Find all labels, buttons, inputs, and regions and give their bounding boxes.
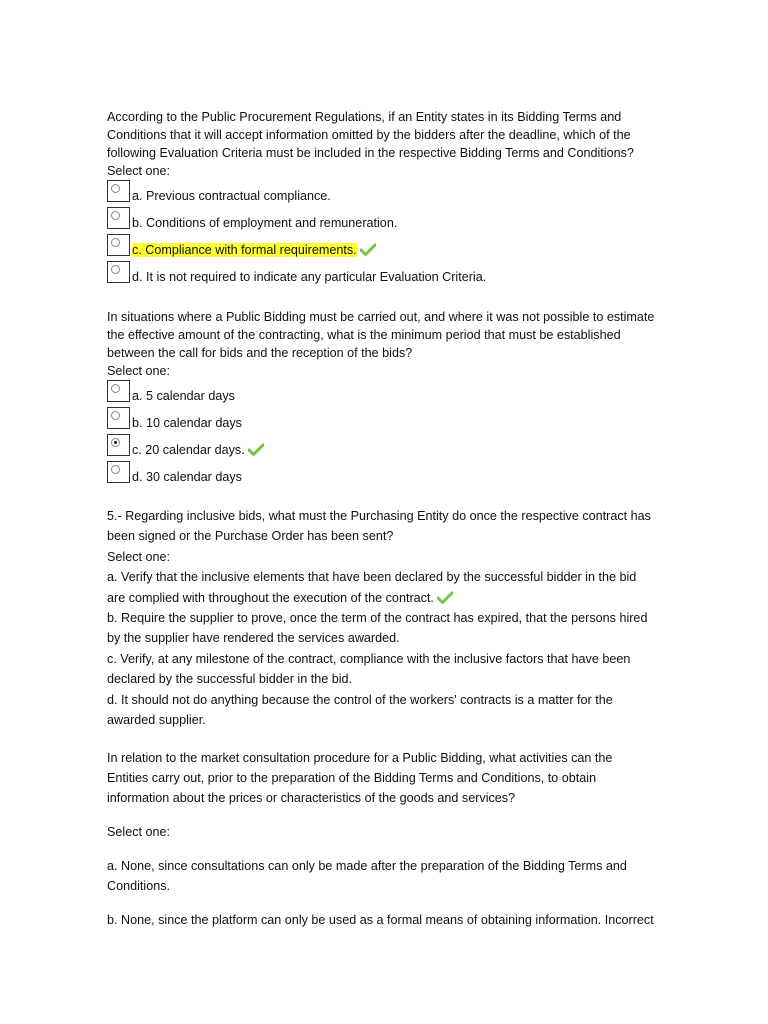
q1-option-a[interactable] [107, 180, 667, 207]
q3-option-d[interactable]: d. It should not do anything because the control of the workers' contracts is a matter for the [107, 692, 613, 707]
q3-option-c[interactable]: c. Verify, at any milestone of the contract, compliance with the inclusive factors that have been [107, 651, 631, 666]
q1-option-c[interactable] [107, 234, 667, 261]
option-box [107, 180, 130, 202]
question-2-select-one: Select one: [107, 364, 171, 378]
checkmark-icon [437, 591, 453, 604]
q2-option-a[interactable] [107, 380, 667, 407]
radio-button-icon[interactable] [111, 465, 120, 474]
q2-option-d[interactable] [107, 461, 667, 488]
option-label: d. It is not required to indicate any particular Evaluation Criteria. [132, 270, 487, 284]
q3-option-b[interactable]: b. Require the supplier to prove, once the term of the contract has expired, that the persons hired [107, 611, 648, 626]
option-label: b. Conditions of employment and remuneration. [132, 216, 398, 230]
q3-option-a-cont [107, 588, 667, 608]
option-box [107, 380, 130, 402]
radio-button-icon[interactable] [111, 184, 120, 193]
radio-button-icon-selected[interactable] [111, 438, 120, 447]
radio-button-icon[interactable] [111, 384, 120, 393]
checkmark-icon [248, 443, 264, 456]
q3-option-b-cont: by the supplier have rendered the services awarded. [107, 631, 400, 646]
q1-option-d[interactable] [107, 261, 667, 288]
radio-button-icon[interactable] [111, 211, 120, 220]
option-label: a. Previous contractual compliance. [132, 189, 331, 203]
option-label: a. 5 calendar days [132, 389, 235, 403]
option-box [107, 261, 130, 283]
option-text: are complied with throughout the execution of the contract. [107, 590, 434, 605]
radio-button-icon[interactable] [111, 411, 120, 420]
question-1-text: According to the Public Procurement Regulations, if an Entity states in its Bidding Terms and Conditions that it will accept information omitted by the bidders after the deadline, which of the following Evaluation Criteria must be included in the respective Bidding Terms and Conditions? [107, 110, 634, 160]
option-label: b. 10 calendar days [132, 416, 242, 430]
option-box [107, 407, 130, 429]
q4-option-b[interactable]: b. None, since the platform can only be used as a formal means of obtaining information. Incorrect [107, 913, 654, 928]
q3-option-d-cont: awarded supplier. [107, 713, 206, 728]
question-3-line: been signed or the Purchase Order has been sent? [107, 529, 394, 544]
q2-option-b[interactable] [107, 407, 667, 434]
question-3-block [107, 506, 667, 730]
option-label-highlighted: c. Compliance with formal requirements. [132, 243, 357, 257]
radio-button-icon[interactable] [111, 265, 120, 274]
q4-option-a[interactable]: a. None, since consultations can only be made after the preparation of the Bidding Terms and Conditions. [107, 859, 627, 894]
radio-button-icon[interactable] [111, 238, 120, 247]
q1-option-b[interactable] [107, 207, 667, 234]
question-3-select-one: Select one: [107, 549, 171, 564]
option-box [107, 434, 130, 456]
q3-option-a[interactable]: a. Verify that the inclusive elements that have been declared by the successful bidder in the bid [107, 570, 637, 585]
document-page [107, 108, 667, 930]
option-label: d. 30 calendar days [132, 470, 242, 484]
q2-option-c[interactable] [107, 434, 667, 461]
checkmark-icon [360, 243, 376, 256]
question-2-text: In situations where a Public Bidding must be carried out, and where it was not possible to estimate the effective amount of the contracting, what is the minimum period that must be established between the call for bids and the reception of the bids? [107, 310, 655, 360]
q3-option-c-cont: declared by the successful bidder in the bid. [107, 672, 353, 687]
option-box [107, 207, 130, 229]
option-label: c. 20 calendar days. [132, 443, 245, 457]
question-4-select-one: Select one: [107, 825, 171, 840]
option-label-wrap [132, 243, 376, 257]
option-box [107, 234, 130, 256]
question-3-line: 5.- Regarding inclusive bids, what must the Purchasing Entity do once the respective contract has [107, 509, 651, 523]
option-box [107, 461, 130, 483]
option-label-wrap [132, 443, 264, 457]
question-1-select-one: Select one: [107, 164, 171, 178]
question-4-text: In relation to the market consultation procedure for a Public Bidding, what activities can the Entities carry out, prior to the preparation of the Bidding Terms and Conditions, to obtain information about the prices or characteristics of the goods and services? [107, 751, 613, 806]
